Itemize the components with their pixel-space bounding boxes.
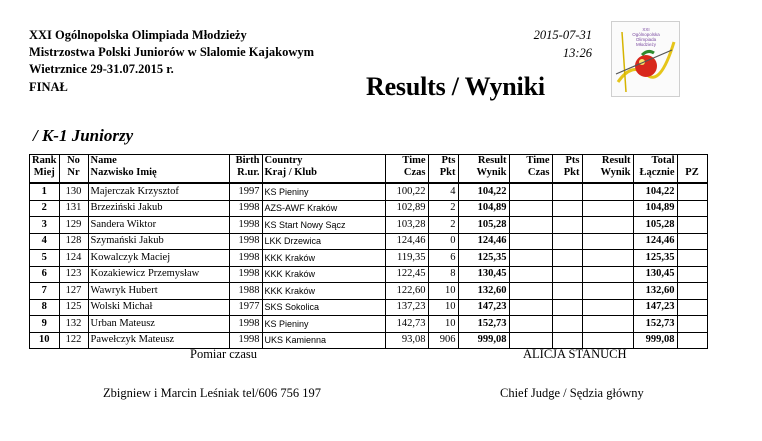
logo-text: Młodzieży: [635, 42, 657, 47]
rank-cell: 3: [30, 217, 60, 234]
birth-cell: 1998: [229, 233, 262, 250]
number-cell: 132: [59, 316, 88, 333]
number-cell: 128: [59, 233, 88, 250]
event-stage: FINAŁ: [29, 80, 68, 94]
table-row: [30, 266, 708, 283]
number-cell: 131: [59, 200, 88, 217]
birth-cell: 1998: [229, 266, 262, 283]
club-cell: KS Pieniny: [262, 183, 385, 200]
col-total: Total Łącznie: [633, 155, 677, 184]
points-cell: 6: [428, 250, 458, 267]
name-cell: Kozakiewicz Przemysław: [88, 266, 229, 283]
number-cell: 124: [59, 250, 88, 267]
name-cell: Sandera Wiktor: [88, 217, 229, 234]
col-time-2: Time Czas: [509, 155, 552, 184]
rank-cell: 7: [30, 283, 60, 300]
empty-cell: [552, 200, 582, 217]
empty-cell: [582, 183, 633, 200]
number-cell: 123: [59, 266, 88, 283]
table-row: [30, 200, 708, 217]
time-cell: 124,46: [385, 233, 428, 250]
empty-cell: [552, 266, 582, 283]
empty-cell: [552, 250, 582, 267]
table-header: [30, 155, 708, 184]
number-cell: 125: [59, 299, 88, 316]
rank-cell: 9: [30, 316, 60, 333]
club-cell: UKS Kamienna: [262, 332, 385, 349]
col-number: No Nr: [59, 155, 88, 184]
col-result: Result Wynik: [458, 155, 509, 184]
empty-cell: [509, 217, 552, 234]
birth-cell: 1988: [229, 283, 262, 300]
logo-text: Olimpiada: [635, 37, 657, 42]
pz-cell: [677, 266, 707, 283]
birth-cell: 1998: [229, 217, 262, 234]
club-cell: KS Start Nowy Sącz: [262, 217, 385, 234]
chief-judge-label: Chief Judge / Sędzia główny: [500, 386, 644, 400]
total-cell: 147,23: [633, 299, 677, 316]
points-cell: 2: [428, 200, 458, 217]
pz-cell: [677, 183, 707, 200]
number-cell: 130: [59, 183, 88, 200]
points-cell: 10: [428, 283, 458, 300]
name-cell: Pawełczyk Mateusz: [88, 332, 229, 349]
col-rank: Rank Miej: [30, 155, 60, 184]
points-cell: 10: [428, 316, 458, 333]
pz-cell: [677, 332, 707, 349]
points-cell: 0: [428, 233, 458, 250]
category-title: / K-1 Juniorzy: [33, 126, 134, 145]
empty-cell: [552, 316, 582, 333]
result-cell: 147,23: [458, 299, 509, 316]
rank-cell: 4: [30, 233, 60, 250]
result-cell: 130,45: [458, 266, 509, 283]
pz-cell: [677, 233, 707, 250]
table-row: [30, 183, 708, 200]
result-cell: 132,60: [458, 283, 509, 300]
rank-cell: 6: [30, 266, 60, 283]
club-cell: KKK Kraków: [262, 250, 385, 267]
time-cell: 119,35: [385, 250, 428, 267]
club-cell: KS Pieniny: [262, 316, 385, 333]
result-cell: 124,46: [458, 233, 509, 250]
empty-cell: [582, 233, 633, 250]
club-cell: SKS Sokolica: [262, 299, 385, 316]
empty-cell: [552, 183, 582, 200]
empty-cell: [509, 200, 552, 217]
timing-label: Pomiar czasu: [190, 347, 257, 361]
name-cell: Wawryk Hubert: [88, 283, 229, 300]
total-cell: 152,73: [633, 316, 677, 333]
empty-cell: [509, 316, 552, 333]
pz-cell: [677, 217, 707, 234]
empty-cell: [582, 200, 633, 217]
table-row: [30, 283, 708, 300]
number-cell: 122: [59, 332, 88, 349]
table-row: [30, 299, 708, 316]
result-cell: 104,22: [458, 183, 509, 200]
time-cell: 100,22: [385, 183, 428, 200]
table-row: [30, 233, 708, 250]
points-cell: 2: [428, 217, 458, 234]
empty-cell: [509, 299, 552, 316]
club-cell: AZS-AWF Kraków: [262, 200, 385, 217]
points-cell: 8: [428, 266, 458, 283]
time-cell: 102,89: [385, 200, 428, 217]
club-cell: KKK Kraków: [262, 266, 385, 283]
name-cell: Majerczak Krzysztof: [88, 183, 229, 200]
result-cell: 104,89: [458, 200, 509, 217]
rank-cell: 1: [30, 183, 60, 200]
olympiad-logo: [611, 21, 680, 97]
logo-text: Ogólnopolska: [632, 32, 660, 37]
points-cell: 906: [428, 332, 458, 349]
logo-text: XXI: [642, 27, 650, 32]
total-cell: 105,28: [633, 217, 677, 234]
birth-cell: 1997: [229, 183, 262, 200]
print-date: 2015-07-31: [533, 28, 592, 42]
col-points: Pts Pkt: [428, 155, 458, 184]
name-cell: Kowalczyk Maciej: [88, 250, 229, 267]
name-cell: Szymański Jakub: [88, 233, 229, 250]
total-cell: 104,89: [633, 200, 677, 217]
empty-cell: [582, 283, 633, 300]
event-location-date: Wietrznice 29-31.07.2015 r.: [29, 62, 174, 76]
empty-cell: [582, 299, 633, 316]
col-result-2: Result Wynik: [582, 155, 633, 184]
empty-cell: [509, 250, 552, 267]
number-cell: 127: [59, 283, 88, 300]
rank-cell: 8: [30, 299, 60, 316]
empty-cell: [509, 283, 552, 300]
pz-cell: [677, 299, 707, 316]
birth-cell: 1998: [229, 332, 262, 349]
olympiad-logo-icon: [612, 22, 679, 96]
event-subtitle: Mistrzostwa Polski Juniorów w Slalomie Kajakowym: [29, 45, 315, 59]
club-cell: KKK Kraków: [262, 283, 385, 300]
col-time: Time Czas: [385, 155, 428, 184]
print-time: 13:26: [562, 46, 592, 60]
result-cell: 125,35: [458, 250, 509, 267]
total-cell: 132,60: [633, 283, 677, 300]
result-cell: 152,73: [458, 316, 509, 333]
col-points-2: Pts Pkt: [552, 155, 582, 184]
time-cell: 103,28: [385, 217, 428, 234]
birth-cell: 1998: [229, 200, 262, 217]
results-table: [29, 154, 708, 349]
total-cell: 125,35: [633, 250, 677, 267]
rank-cell: 2: [30, 200, 60, 217]
empty-cell: [552, 283, 582, 300]
empty-cell: [509, 183, 552, 200]
birth-cell: 1998: [229, 316, 262, 333]
empty-cell: [552, 299, 582, 316]
chief-judge-name: ALICJA STANUCH: [523, 347, 627, 361]
col-pz: PZ: [677, 155, 707, 184]
pz-cell: [677, 283, 707, 300]
page-title: Results / Wyniki: [366, 72, 545, 101]
empty-cell: [582, 250, 633, 267]
total-cell: 999,08: [633, 332, 677, 349]
time-cell: 137,23: [385, 299, 428, 316]
total-cell: 124,46: [633, 233, 677, 250]
timing-contact: Zbigniew i Marcin Leśniak tel/606 756 197: [103, 386, 322, 400]
table-row: [30, 250, 708, 267]
total-cell: 130,45: [633, 266, 677, 283]
time-cell: 142,73: [385, 316, 428, 333]
total-cell: 104,22: [633, 183, 677, 200]
points-cell: 10: [428, 299, 458, 316]
time-cell: 93,08: [385, 332, 428, 349]
birth-cell: 1998: [229, 250, 262, 267]
time-cell: 122,60: [385, 283, 428, 300]
rank-cell: 5: [30, 250, 60, 267]
results-body: [30, 183, 708, 349]
points-cell: 4: [428, 183, 458, 200]
col-club: Country Kraj / Klub: [262, 155, 385, 184]
table-row: [30, 217, 708, 234]
result-cell: 105,28: [458, 217, 509, 234]
birth-cell: 1977: [229, 299, 262, 316]
result-cell: 999,08: [458, 332, 509, 349]
empty-cell: [552, 233, 582, 250]
name-cell: Urban Mateusz: [88, 316, 229, 333]
empty-cell: [509, 266, 552, 283]
empty-cell: [552, 217, 582, 234]
table-row: [30, 316, 708, 333]
col-name: Name Nazwisko Imię: [88, 155, 229, 184]
pz-cell: [677, 200, 707, 217]
empty-cell: [582, 217, 633, 234]
number-cell: 129: [59, 217, 88, 234]
empty-cell: [582, 266, 633, 283]
name-cell: Brzeziński Jakub: [88, 200, 229, 217]
col-birth: Birth R.ur.: [229, 155, 262, 184]
pz-cell: [677, 316, 707, 333]
event-title: XXI Ogólnopolska Olimpiada Młodzieży: [29, 28, 247, 42]
club-cell: LKK Drzewica: [262, 233, 385, 250]
empty-cell: [509, 233, 552, 250]
rank-cell: 10: [30, 332, 60, 349]
time-cell: 122,45: [385, 266, 428, 283]
pz-cell: [677, 250, 707, 267]
name-cell: Wolski Michał: [88, 299, 229, 316]
empty-cell: [582, 316, 633, 333]
